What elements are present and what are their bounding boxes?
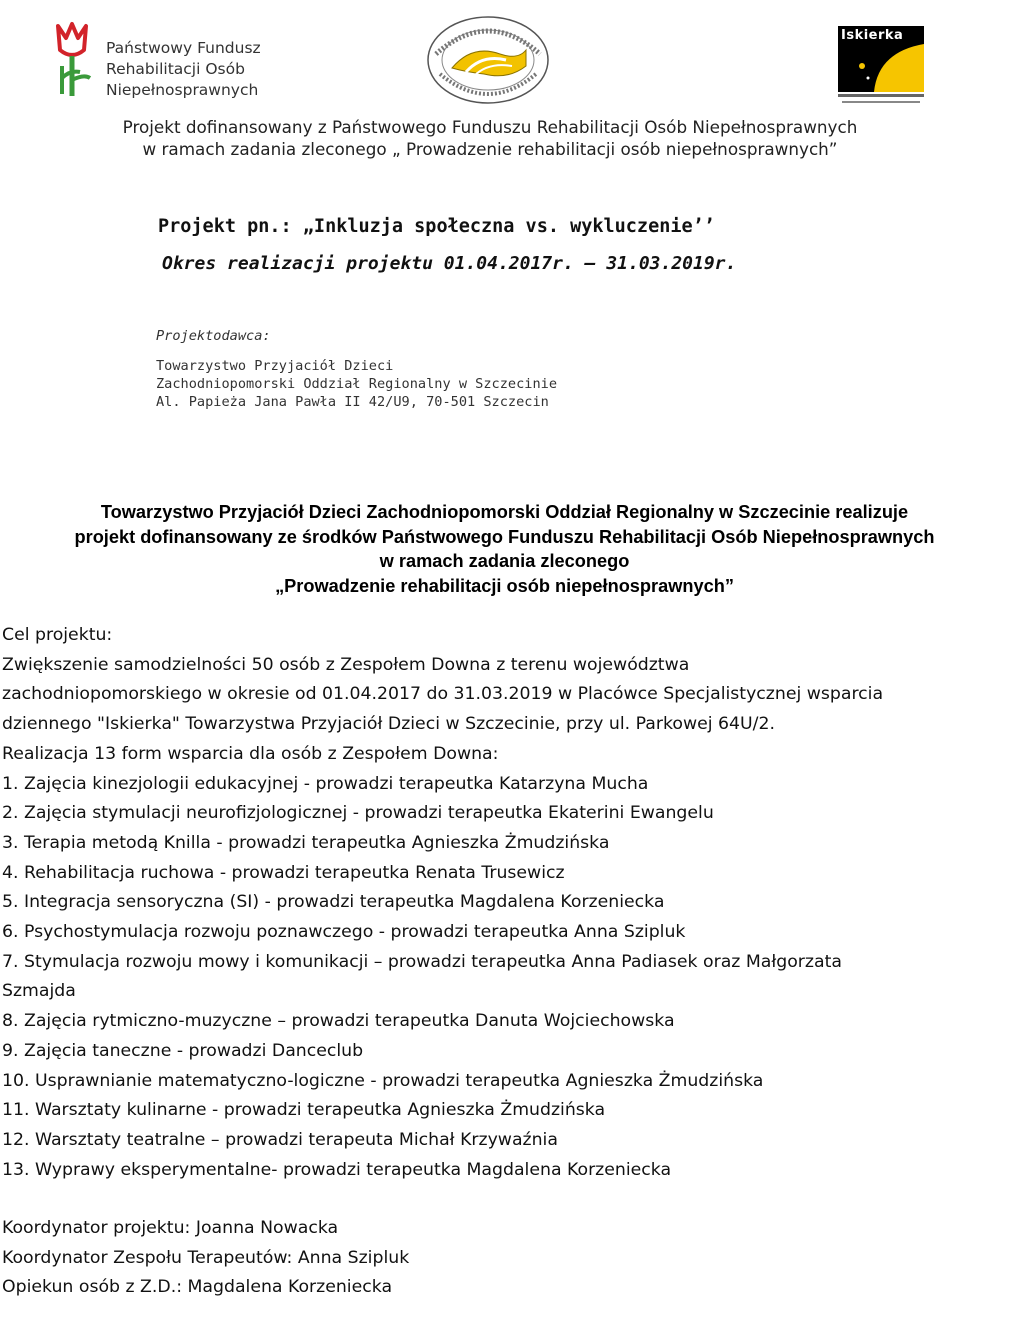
list-item: 11. Warsztaty kulinarne - prowadzi terapeutka Agnieszka Żmudzińska: [2, 1100, 606, 1121]
intro-line: w ramach zadania zleconego: [379, 551, 630, 571]
list-item: 9. Zajęcia taneczne - prowadzi Danceclub: [2, 1040, 364, 1061]
project-title: Projekt pn.: „Inkluzja społeczna vs. wykluczenie’’: [158, 216, 715, 237]
goal-line: zachodniopomorskiego w okresie od 01.04.2017 do 31.03.2019 w Placówce Specjalistycznej wsparcia: [2, 684, 884, 705]
pfron-logo: [40, 20, 300, 110]
applicant-address: [156, 357, 557, 411]
pfron-line-1: Państwowy Fundusz: [106, 39, 261, 57]
body-text: [2, 621, 883, 1185]
tulip-icon: [40, 20, 100, 100]
intro-line: Towarzystwo Przyjaciół Dzieci Zachodniopomorski Oddział Regionalny w Szczecinie realizuje: [100, 502, 909, 522]
list-item: Szmajda: [2, 981, 76, 1002]
pfron-line-3: Niepełnosprawnych: [106, 81, 259, 99]
iskierka-logo-box: [838, 26, 924, 92]
iskierka-logo-title: Iskierka: [841, 28, 904, 43]
funding-note-line: Projekt dofinansowany z Państwowego Funduszu Rehabilitacji Osób Niepełnosprawnych: [122, 117, 858, 137]
list-item: 13. Wyprawy eksperymentalne- prowadzi terapeutka Magdalena Korzeniecka: [2, 1159, 672, 1180]
applicant-line: Al. Papieża Jana Pawła II 42/U9, 70-501 Szczecin: [156, 394, 549, 410]
goal-label: Cel projektu:: [2, 625, 113, 645]
funding-note: [0, 116, 980, 160]
pfron-line-2: Rehabilitacji Osób: [106, 60, 245, 78]
applicant-label: Projektodawca:: [156, 328, 271, 344]
goal-line: Zwiększenie samodzielności 50 osób z Zespołem Downa z terenu województwa: [2, 654, 690, 675]
forms-list: [2, 770, 883, 1186]
list-item: 4. Rehabilitacja ruchowa - prowadzi terapeutka Renata Trusewicz: [2, 862, 565, 883]
tpd-seal-logo: [422, 14, 554, 106]
seal-emblem-icon: [422, 14, 554, 106]
iskierka-caption-bar: [838, 94, 924, 97]
project-period: Okres realizacji projektu 01.04.2017r. – 31.03.2019r.: [162, 253, 737, 274]
list-item: 1. Zajęcia kinezjologii edukacyjnej - prowadzi terapeutka Katarzyna Mucha: [2, 773, 649, 794]
coordinators: [2, 1214, 409, 1303]
pfron-logo-text: [106, 38, 261, 101]
iskierka-caption-bar-2: [842, 101, 920, 103]
list-item: 2. Zajęcia stymulacji neurofizjologicznej - prowadzi terapeutka Ekaterini Ewangelu: [2, 803, 714, 824]
list-item: 3. Terapia metodą Knilla - prowadzi terapeutka Agnieszka Żmudzińska: [2, 832, 610, 853]
list-item: 8. Zajęcia rytmiczno-muzyczne – prowadzi terapeutka Danuta Wojciechowska: [2, 1011, 675, 1032]
list-item: 12. Warsztaty teatralne – prowadzi terapeuta Michał Krzywaźnia: [2, 1129, 558, 1150]
list-item: 6. Psychostymulacja rozwoju poznawczego - prowadzi terapeutka Anna Szipluk: [2, 922, 686, 943]
applicant-line: Towarzystwo Przyjaciół Dzieci: [156, 358, 394, 374]
list-item: 5. Integracja sensoryczna (SI) - prowadzi terapeutka Magdalena Korzeniecka: [2, 892, 665, 913]
list-item: 10. Usprawnianie matematyczno-logiczne - prowadzi terapeutka Agnieszka Żmudzińska: [2, 1070, 764, 1091]
intro-line: projekt dofinansowany ze środków Państwowego Funduszu Rehabilitacji Osób Niepełnosprawnych: [74, 526, 935, 547]
goal-line: dziennego "Iskierka" Towarzystwa Przyjaciół Dzieci w Szczecinie, przy ul. Parkowej 64U/2.: [2, 714, 775, 735]
coordinator-line: Koordynator Zespołu Terapeutów: Anna Szipluk: [2, 1247, 410, 1268]
intro-heading: [0, 500, 1009, 598]
applicant-line: Zachodniopomorski Oddział Regionalny w Szczecinie: [156, 376, 558, 392]
iskierka-logo: [838, 26, 924, 108]
list-item: 7. Stymulacja rozwoju mowy i komunikacji – prowadzi terapeutka Anna Padiasek oraz Małgorzata: [2, 951, 842, 972]
forms-intro: Realizacja 13 form wsparcia dla osób z Zespołem Downa:: [2, 743, 499, 764]
coordinator-line: Opiekun osób z Z.D.: Magdalena Korzeniecka: [2, 1277, 393, 1298]
intro-line: „Prowadzenie rehabilitacji osób niepełnosprawnych”: [275, 575, 734, 596]
funding-note-line: w ramach zadania zleconego „ Prowadzenie rehabilitacji osób niepełnosprawnych”: [142, 139, 838, 159]
coordinator-line: Koordynator projektu: Joanna Nowacka: [2, 1218, 339, 1238]
